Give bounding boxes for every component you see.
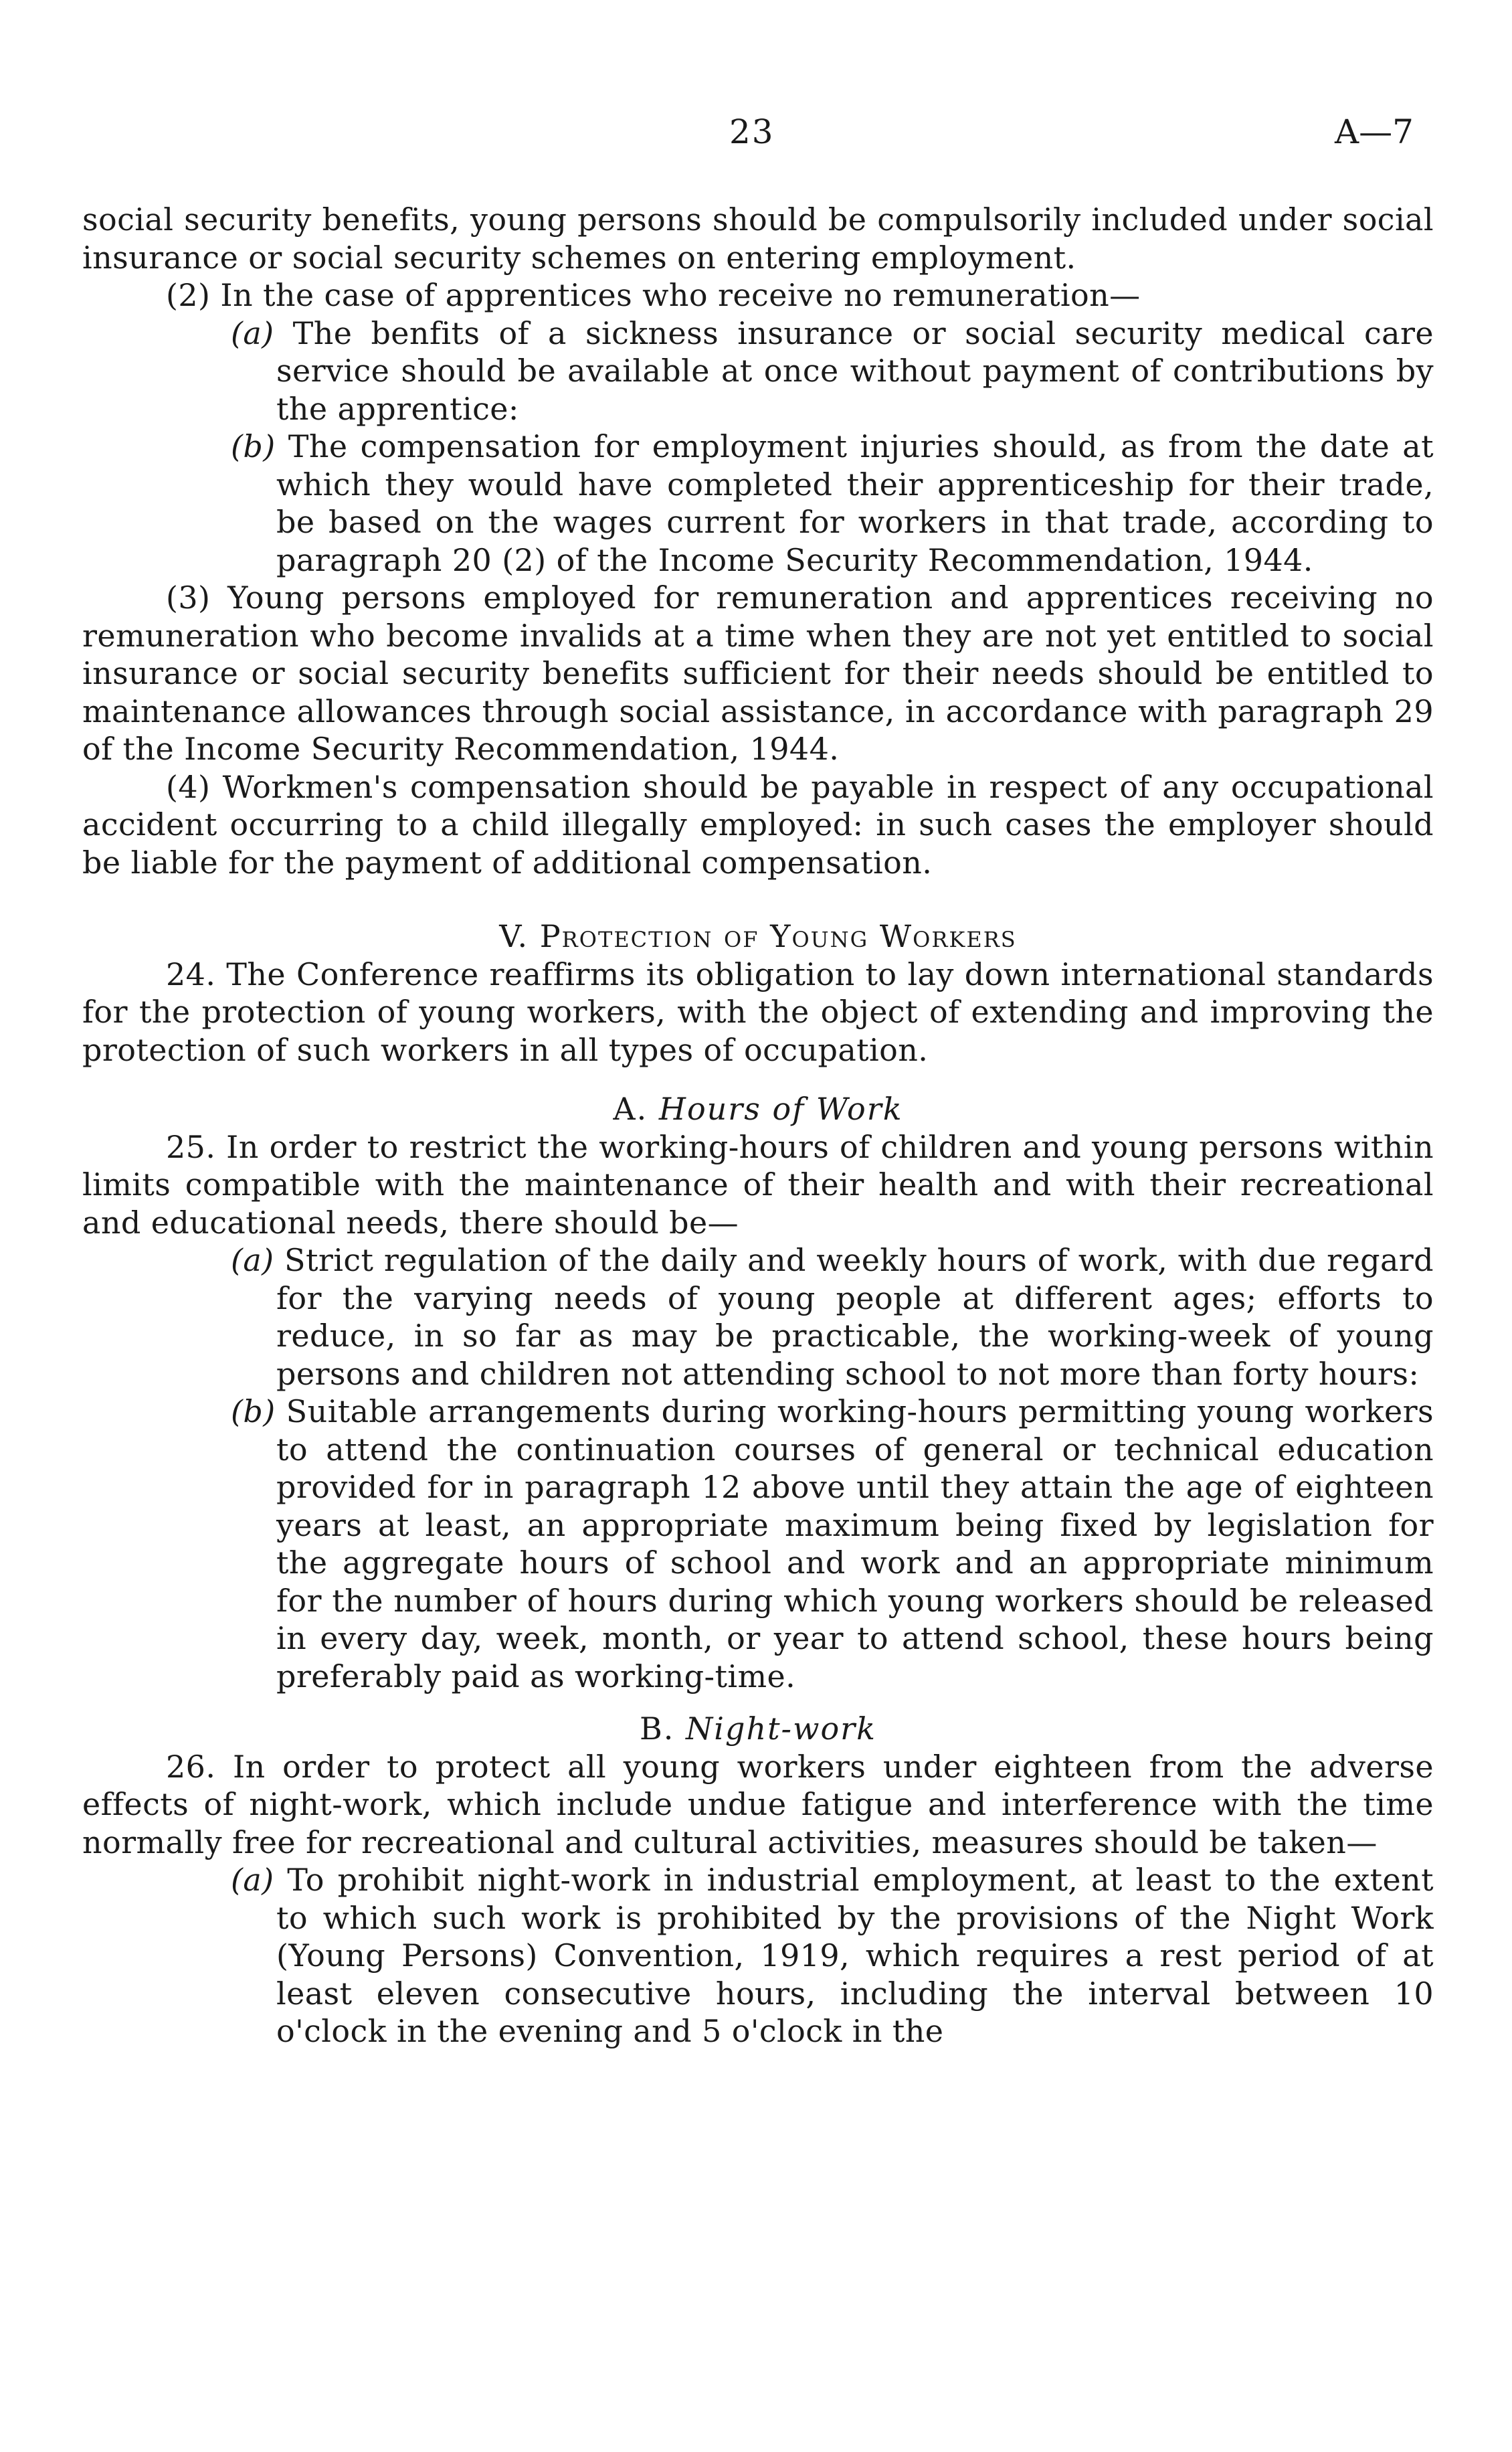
spacer (82, 1069, 1434, 1090)
document-body (82, 201, 1434, 2050)
item-label: (a) (231, 1242, 274, 1278)
spacer (82, 1695, 1434, 1710)
paragraph-26: 26. In order to protect all young workers under eighteen from the adverse effects of night-work, which include undue fatigue and interference with the time normally free for recreational and cultural activities, measures should be taken— (82, 1748, 1434, 1860)
item-label: (b) (231, 428, 276, 464)
subsection-title: Night-work (686, 1711, 877, 1747)
subsection-title: Hours of Work (658, 1091, 903, 1127)
paragraph-2a (82, 315, 1434, 428)
item-text: The compensation for employment injuries should, as from the date at which they would have completed their apprenticeship for their trade, be based on the wages current for workers in that trade, according to paragraph 20 (2) of the Income Security Recommendation, 1944. (276, 428, 1434, 578)
paragraph-3: (3) Young persons employed for remuneration and apprentices receiving no remuneration who become invalids at a time when they are not yet entitled to social insurance or social security benefits sufficient for their needs should be entitled to maintenance allowances through social assistance, in accordance with paragraph 29 of the Income Security Recommendation, 1944. (82, 580, 1434, 767)
page-number: 23 (729, 112, 775, 151)
item-label: (a) (231, 1862, 274, 1898)
spacer (82, 881, 1434, 917)
item-text: Strict regulation of the daily and weekly hours of work, with due regard for the varying needs of young people at different ages; efforts to reduce, in so far as may be practicable, the working-week of young persons and children not attending school to not more than forty hours: (276, 1242, 1434, 1392)
subsection-prefix: A. (613, 1091, 648, 1127)
item-text: To prohibit night-work in industrial employment, at least to the extent to which such work is prohibited by the provisions of the Night Work (Young Persons) Convention, 1919, which requires a rest period of at least eleven consecutive hours, including the interval between 10 o'clock in the evening and 5 o'clock in the (276, 1862, 1434, 2049)
subsection-heading-a (82, 1090, 1434, 1128)
paragraph-24: 24. The Conference reaffirms its obligation to lay down international standards for the protection of young workers, with the object of extending and improving the protection of such workers in all types of occupation. (82, 956, 1434, 1068)
paragraph-25: 25. In order to restrict the working-hours of children and young persons within limits compatible with the maintenance of their health and with their recreational and educational needs, there should be— (82, 1128, 1434, 1241)
section-heading-v: V. Protection of Young Workers (499, 918, 1017, 954)
subsection-heading-b (82, 1710, 1434, 1748)
item-label: (a) (231, 315, 274, 351)
paragraph-4: (4) Workmen's compensation should be payable in respect of any occupational accident occurring to a child illegally employed: in such cases the employer should be liable for the payment of additional compensation. (82, 768, 1434, 881)
paragraph-2-lead: (2) In the case of apprentices who receive no remuneration— (166, 277, 1141, 313)
paragraph-intro: social security benefits, young persons should be compulsorily included under social insurance or social security schemes on entering employment. (82, 201, 1434, 276)
item-label: (b) (231, 1393, 276, 1429)
subsection-prefix: B. (639, 1711, 675, 1747)
item-text: Suitable arrangements during working-hours permitting young workers to attend the continuation courses of general or technical education provided for in paragraph 12 above until they attain the age of eighteen years at least, an appropriate maximum being fixed by legislation for the aggregate hours of school and work and an appropriate minimum for the number of hours during which young workers should be released in every day, week, month, or year to attend school, these hours being preferably paid as working-time. (276, 1393, 1434, 1694)
paragraph-25a (82, 1241, 1434, 1393)
document-code: A—7 (1335, 112, 1414, 151)
item-text: The benfits of a sickness insurance or social security medical care service should be available at once without payment of contributions by the apprentice: (276, 315, 1434, 427)
paragraph-26a (82, 1861, 1434, 2050)
paragraph-2b (82, 428, 1434, 579)
paragraph-25b (82, 1393, 1434, 1695)
